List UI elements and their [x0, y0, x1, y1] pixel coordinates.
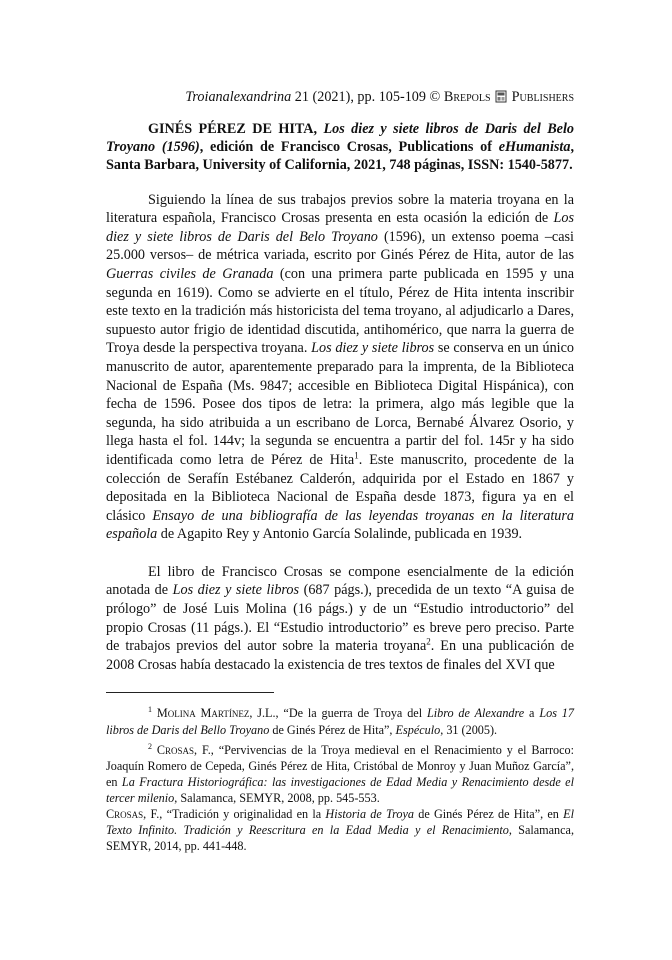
italic-title: Libro de Alexandre — [426, 706, 525, 721]
footnote-ref-1[interactable]: 1 — [354, 450, 359, 461]
italic-title: Espéculo — [395, 722, 441, 737]
publisher-name-first: Brepols — [443, 89, 491, 105]
footnote-divider — [106, 692, 274, 693]
footnote-author: Crosas — [106, 807, 144, 822]
text-run: , F., “Pervivencias de la Troya medieval en el Renacimiento y el Barroco: Joaquín Romero de Cepeda, Ginés Pérez de Hita, Cristóbal de Monroy y Juan Muñoz García”, en — [106, 742, 574, 789]
text-run: (1596), un extenso poema –casi 25.000 versos– de métrica variada, escrito por Ginés Pérez de Hita, autor de las — [106, 228, 574, 264]
italic-title: Ensayo de una bibliografía de las leyendas troyanas en la literatura española — [106, 507, 575, 543]
footnote-number: 1 — [148, 705, 152, 715]
text-run: . En una publicación de 2008 Crosas había destacado la existencia de tres textos de finales del XVI que — [106, 638, 574, 673]
text-run: Siguiendo la línea de sus trabajos previos sobre la materia troyana en la literatura española, Francisco Crosas presenta en esta ocasión la edición de — [106, 191, 574, 227]
running-header — [106, 88, 574, 106]
paragraph-1 — [106, 191, 574, 544]
title-author: GINÉS PÉREZ DE HITA, — [148, 121, 324, 137]
text-run: , Salamanca, SEMYR, 2014, pp. 441-448. — [106, 823, 574, 854]
publisher-name-second: Publishers — [511, 89, 574, 105]
page — [106, 88, 574, 858]
text-run: , 31 (2005). — [440, 722, 498, 737]
volume-info: 21 (2021), pp. 105-109 © — [291, 89, 444, 105]
text-run: de Ginés Pérez de Hita”, en — [414, 807, 564, 822]
title-series: eHumanista — [498, 139, 571, 156]
title-work: Los diez y siete libros de Daris del Belo Troyano (1596) — [106, 121, 574, 156]
footnote-number: 2 — [148, 741, 152, 751]
journal-name: Troianalexandrina — [185, 89, 292, 105]
review-title — [106, 120, 574, 175]
text-run: de Agapito Rey y Antonio García Solalinde, publicada en 1939. — [157, 526, 523, 543]
footnote-ref-2[interactable]: 2 — [426, 636, 431, 647]
title-edition: , edición de Francisco Crosas, Publications of — [199, 139, 499, 156]
text-run: El libro de Francisco Crosas se compone esencialmente de la edición anotada de — [106, 563, 574, 599]
italic-title: Los 17 libros de Daris del Bello Troyano — [106, 706, 574, 737]
footnote-2-continued — [106, 806, 574, 854]
text-run: . Este manuscrito, procedente de la colección de Serafín Estébanez Calderón, adquirida por el Estado en 1867 y depositada en la Biblioteca Nacional de España desde 1873, figura ya en el clásico — [106, 451, 574, 524]
italic-title: Historia de Troya — [325, 807, 415, 822]
footnote-2 — [106, 742, 574, 806]
italic-title: Los diez y siete libros — [311, 340, 435, 357]
text-run: de Ginés Pérez de Hita”, — [269, 722, 396, 737]
footnote-1 — [106, 705, 574, 737]
text-run: , Salamanca, SEMYR, 2008, pp. 545-553. — [174, 790, 380, 805]
italic-title: Guerras civiles de Granada — [106, 265, 274, 282]
brepols-logo-icon — [495, 90, 507, 103]
italic-title: Los diez y siete libros de Daris del Belo Troyano — [106, 210, 574, 245]
italic-title: La Fractura Historiográfica: las investigaciones de Edad Media y Renacimiento desde el tercer milenio — [106, 774, 574, 805]
footnote-author: Crosas — [156, 742, 195, 757]
text-run: (687 págs.), precedida de un texto “A guisa de prólogo” de José Luis Molina (16 págs.) y de un “Estudio introductorio” del propio Crosas (11 págs.). El “Estudio introductorio” es breve pero preciso. Parte de trabajos previos del autor sobre la materia troyana — [106, 582, 574, 655]
title-publication: , Santa Barbara, University of California, 2021, 748 páginas, ISSN: 1540-5877. — [106, 139, 574, 174]
text-run: , J.L., “De la guerra de Troya del — [249, 706, 427, 721]
footnote-author: Molina Martínez — [156, 706, 250, 721]
italic-title: El Texto Infinito. Tradición y Reescritura en la Edad Media y el Renacimiento — [106, 807, 574, 838]
text-run: (con una primera parte publicada en 1595 y una segunda en 1619). Como se advierte en el título, Pérez de Hita intenta inscribir este texto en la tradición más historicista del tema troyano, al adjudicarlo a Dares, supuesto autor frigio de identidad discutida, antihomérico, que narra la guerra de Troya desde la perspectiva troyana. — [106, 265, 574, 357]
text-run: , F., “Tradición y originalidad en la — [143, 807, 326, 822]
italic-title: Los diez y siete libros — [172, 582, 300, 599]
text-run: a — [524, 706, 540, 721]
text-run: se conserva en un único manuscrito de autor, aparentemente preparado para la imprenta, de la Biblioteca Nacional de España (Ms. 9847; accesible en Biblioteca Digital Hispánica), con fecha de 1596. Posee dos tipos de letra: la primera, algo más legible que la segunda, ha sido atribuida a un escribano de Lorca, Bernabé Álvarez Osorio, y llega hasta el fol. 144v; la segunda se encuentra a partir del fol. 145r y ha sido identificada como letra de Pérez de Hita — [106, 340, 574, 468]
paragraph-2 — [106, 563, 574, 675]
footnotes — [106, 705, 574, 854]
